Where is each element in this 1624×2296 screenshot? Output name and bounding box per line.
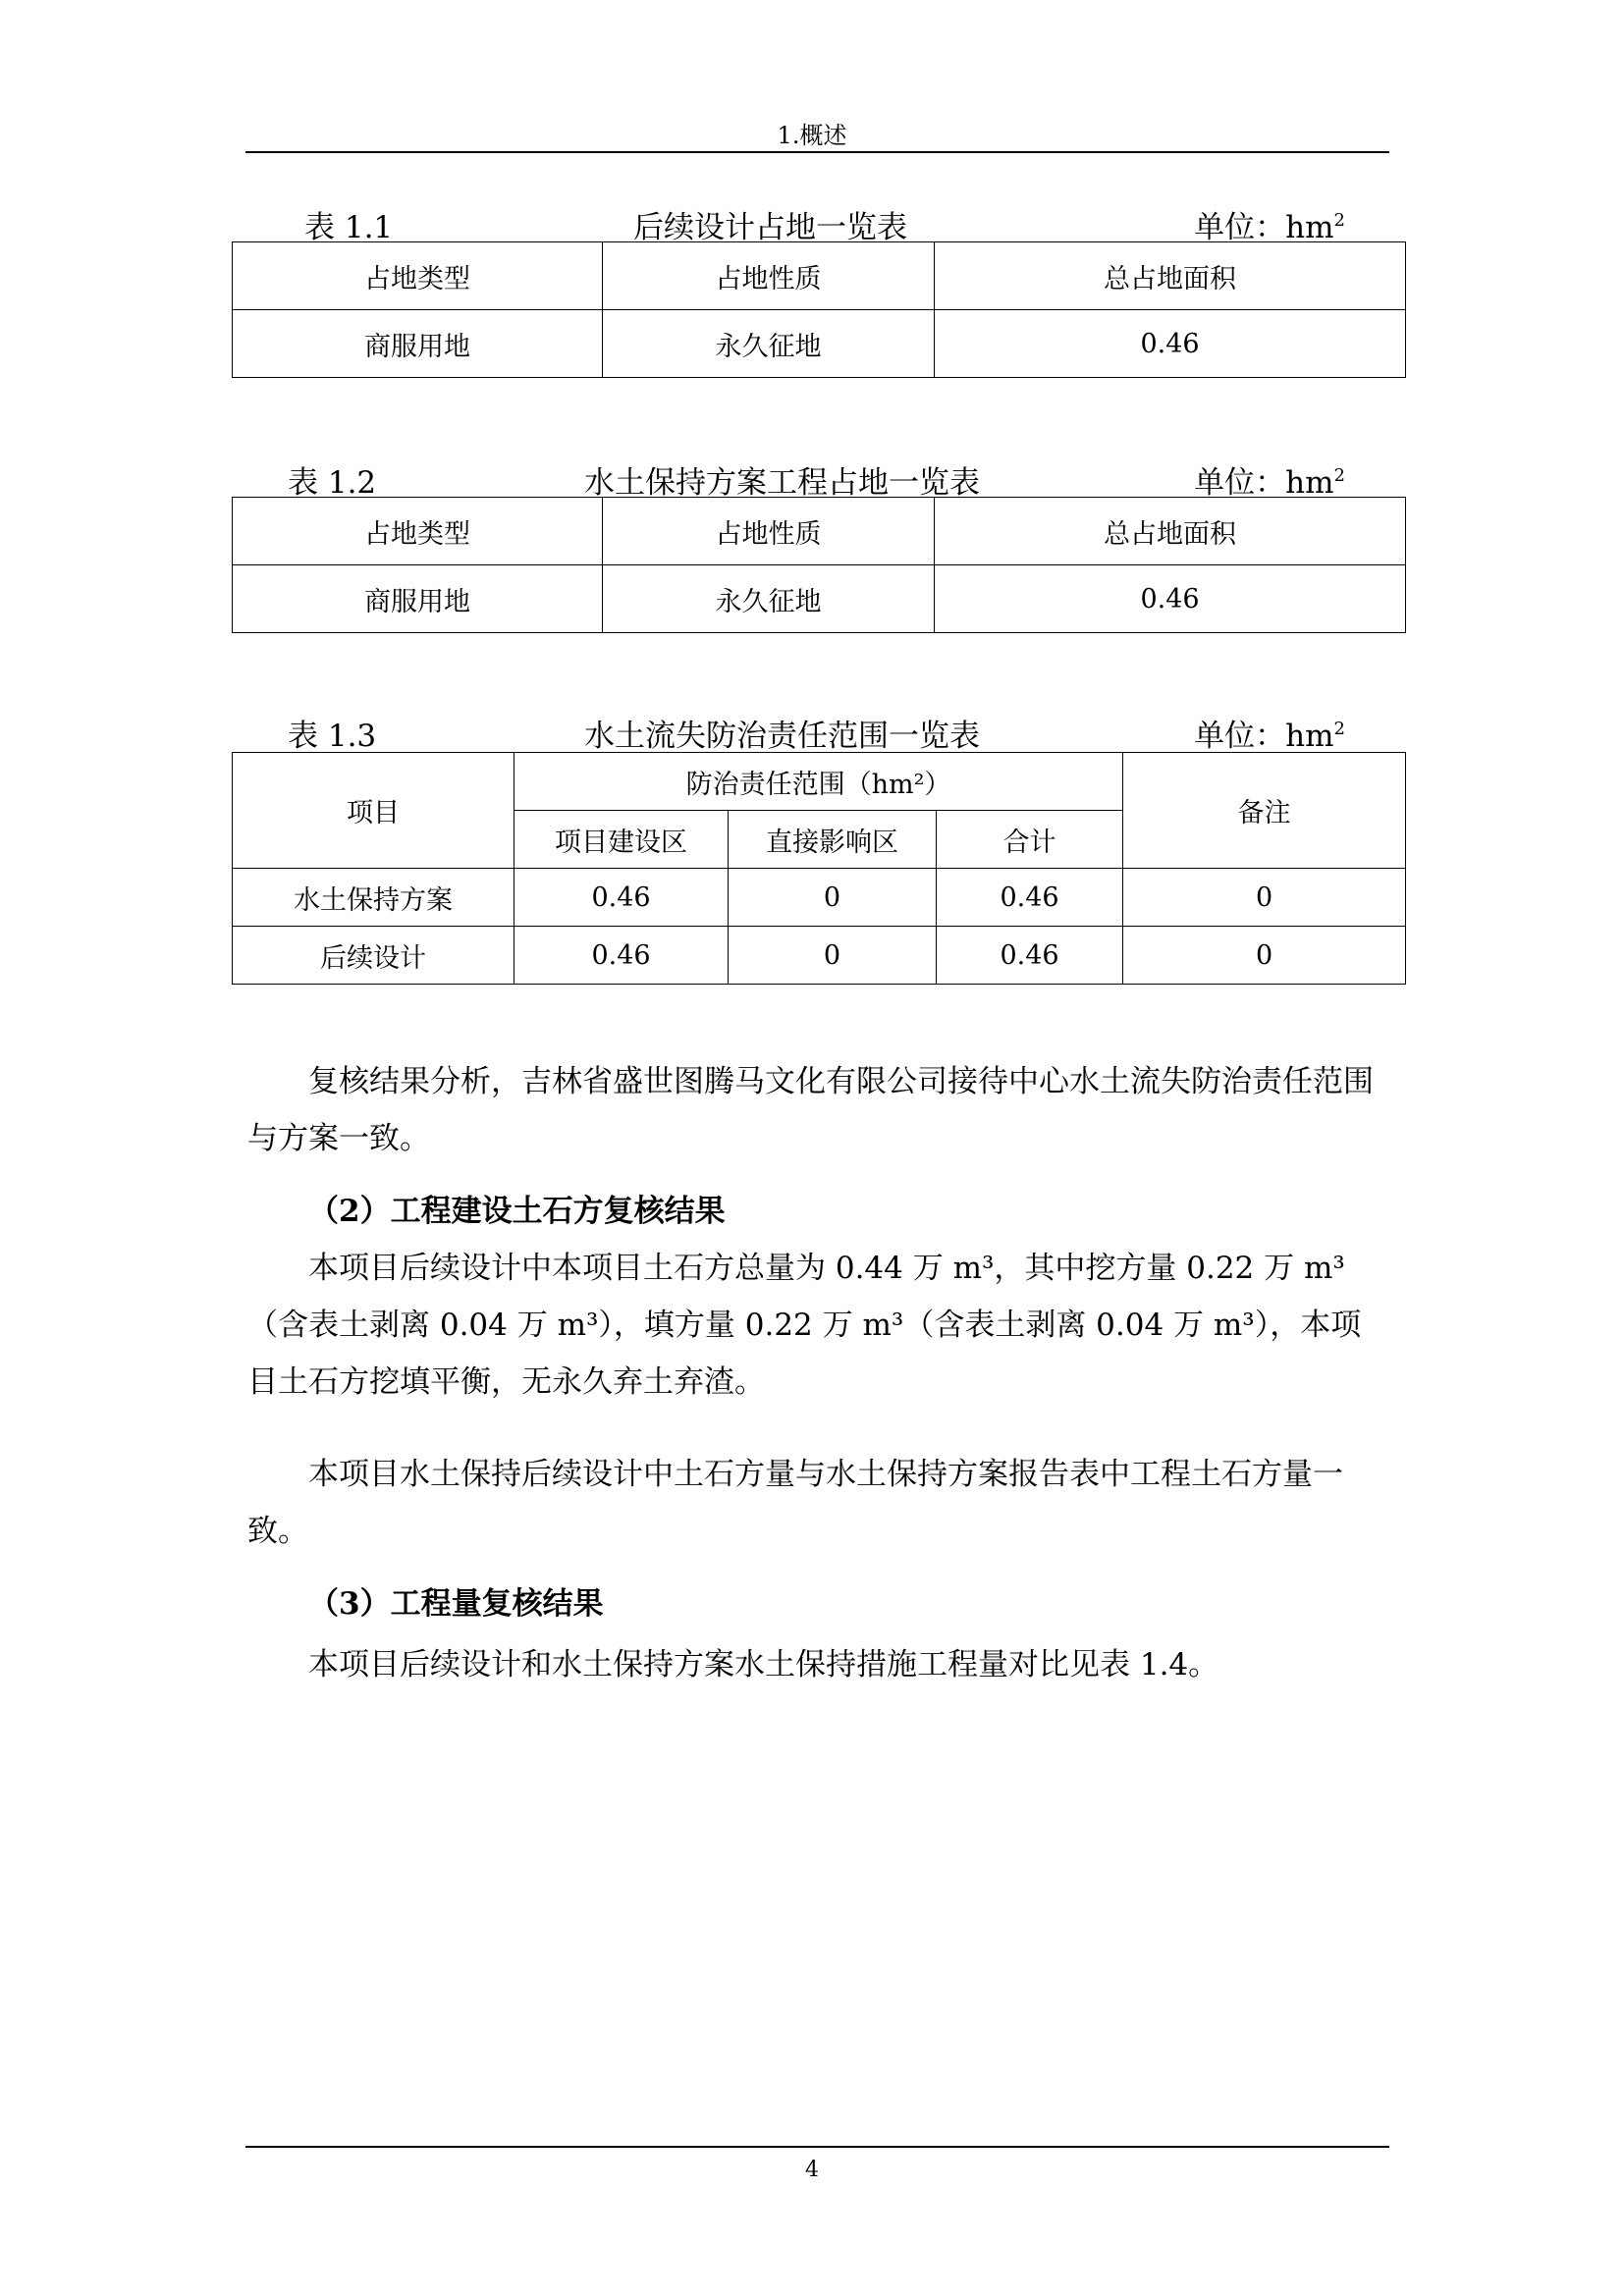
table-header-cell: 备注	[1123, 753, 1406, 869]
footer-rule	[245, 2146, 1389, 2148]
table-header-cell: 项目建设区	[514, 811, 729, 869]
table-header-cell: 项目	[233, 753, 514, 869]
table3-unit: 单位：$hm^2$	[1194, 719, 1345, 754]
table-cell: 0.46	[935, 565, 1406, 633]
table-header-row	[233, 242, 1406, 310]
table1-caption	[231, 202, 1404, 245]
table-cell: 0.46	[937, 869, 1123, 927]
table-header-cell: 防治责任范围（hm²）	[514, 753, 1123, 811]
table-header-cell: 总占地面积	[935, 242, 1406, 310]
table-cell: 商服用地	[233, 565, 603, 633]
table2	[232, 497, 1406, 633]
header-rule	[245, 151, 1389, 153]
paragraph-review-result: 复核结果分析，吉林省盛世图腾马文化有限公司接待中心水土流失防治责任范围与方案一致。	[247, 1064, 1374, 1156]
table-cell: 0.46	[935, 310, 1406, 378]
section-heading-earthwork: （2）工程建设土石方复核结果	[308, 1194, 726, 1229]
page-number: 4	[805, 2158, 819, 2182]
table-header-row	[233, 498, 1406, 565]
table-row	[233, 565, 1406, 633]
table-header-row	[233, 753, 1406, 811]
table-header-cell: 占地类型	[233, 242, 603, 310]
table-cell: 0	[729, 927, 937, 985]
table-header-cell: 总占地面积	[935, 498, 1406, 565]
table2-title: 水土保持方案工程占地一览表	[584, 465, 980, 501]
table-cell: 0	[1123, 869, 1406, 927]
table2-label: 表 1.2	[288, 465, 377, 501]
paragraph-earthwork-consistency: 本项目水土保持后续设计中土石方量与水土保持方案报告表中工程土石方量一致。	[247, 1457, 1343, 1549]
table-cell: 商服用地	[233, 310, 603, 378]
table3-label: 表 1.3	[288, 719, 377, 754]
table-row	[233, 869, 1406, 927]
table-header-cell: 占地性质	[603, 242, 935, 310]
table-header-cell: 合计	[937, 811, 1123, 869]
table-cell: 水土保持方案	[233, 869, 514, 927]
table-cell: 永久征地	[603, 565, 935, 633]
table2-unit: 单位：$hm^2$	[1194, 465, 1345, 501]
table-cell: 永久征地	[603, 310, 935, 378]
table1	[232, 241, 1406, 378]
table-row	[233, 310, 1406, 378]
table-cell: 后续设计	[233, 927, 514, 985]
table-header-cell: 直接影响区	[729, 811, 937, 869]
table-row	[233, 927, 1406, 985]
table-cell: 0	[1123, 927, 1406, 985]
table3-caption	[231, 711, 1404, 754]
table-cell: 0.46	[514, 927, 729, 985]
table-cell: 0.46	[937, 927, 1123, 985]
table2-caption	[231, 457, 1404, 501]
table3-title: 水土流失防治责任范围一览表	[584, 719, 980, 754]
table-cell: 0	[729, 869, 937, 927]
page-header-title: 1.概述	[777, 122, 847, 149]
table1-title: 后续设计占地一览表	[633, 210, 907, 245]
table1-unit: 单位：$hm^2$	[1194, 210, 1345, 245]
table-header-cell: 占地类型	[233, 498, 603, 565]
paragraph-earthwork: 本项目后续设计中本项目土石方总量为 0.44 万 m³，其中挖方量 0.22 万 m³（含表土剥离 0.04 万 m³），填方量 0.22 万 m³（含表土剥离 0.04 万 m³），本项目土石方挖填平衡，无永久弃土弃渣。	[247, 1251, 1362, 1400]
table-cell: 0.46	[514, 869, 729, 927]
table-header-cell: 占地性质	[603, 498, 935, 565]
table1-label: 表 1.1	[304, 210, 394, 245]
table3	[232, 752, 1406, 985]
paragraph-quantities: 本项目后续设计和水土保持方案水土保持措施工程量对比见表 1.4。	[308, 1647, 1219, 1682]
section-heading-quantities: （3）工程量复核结果	[308, 1586, 604, 1622]
